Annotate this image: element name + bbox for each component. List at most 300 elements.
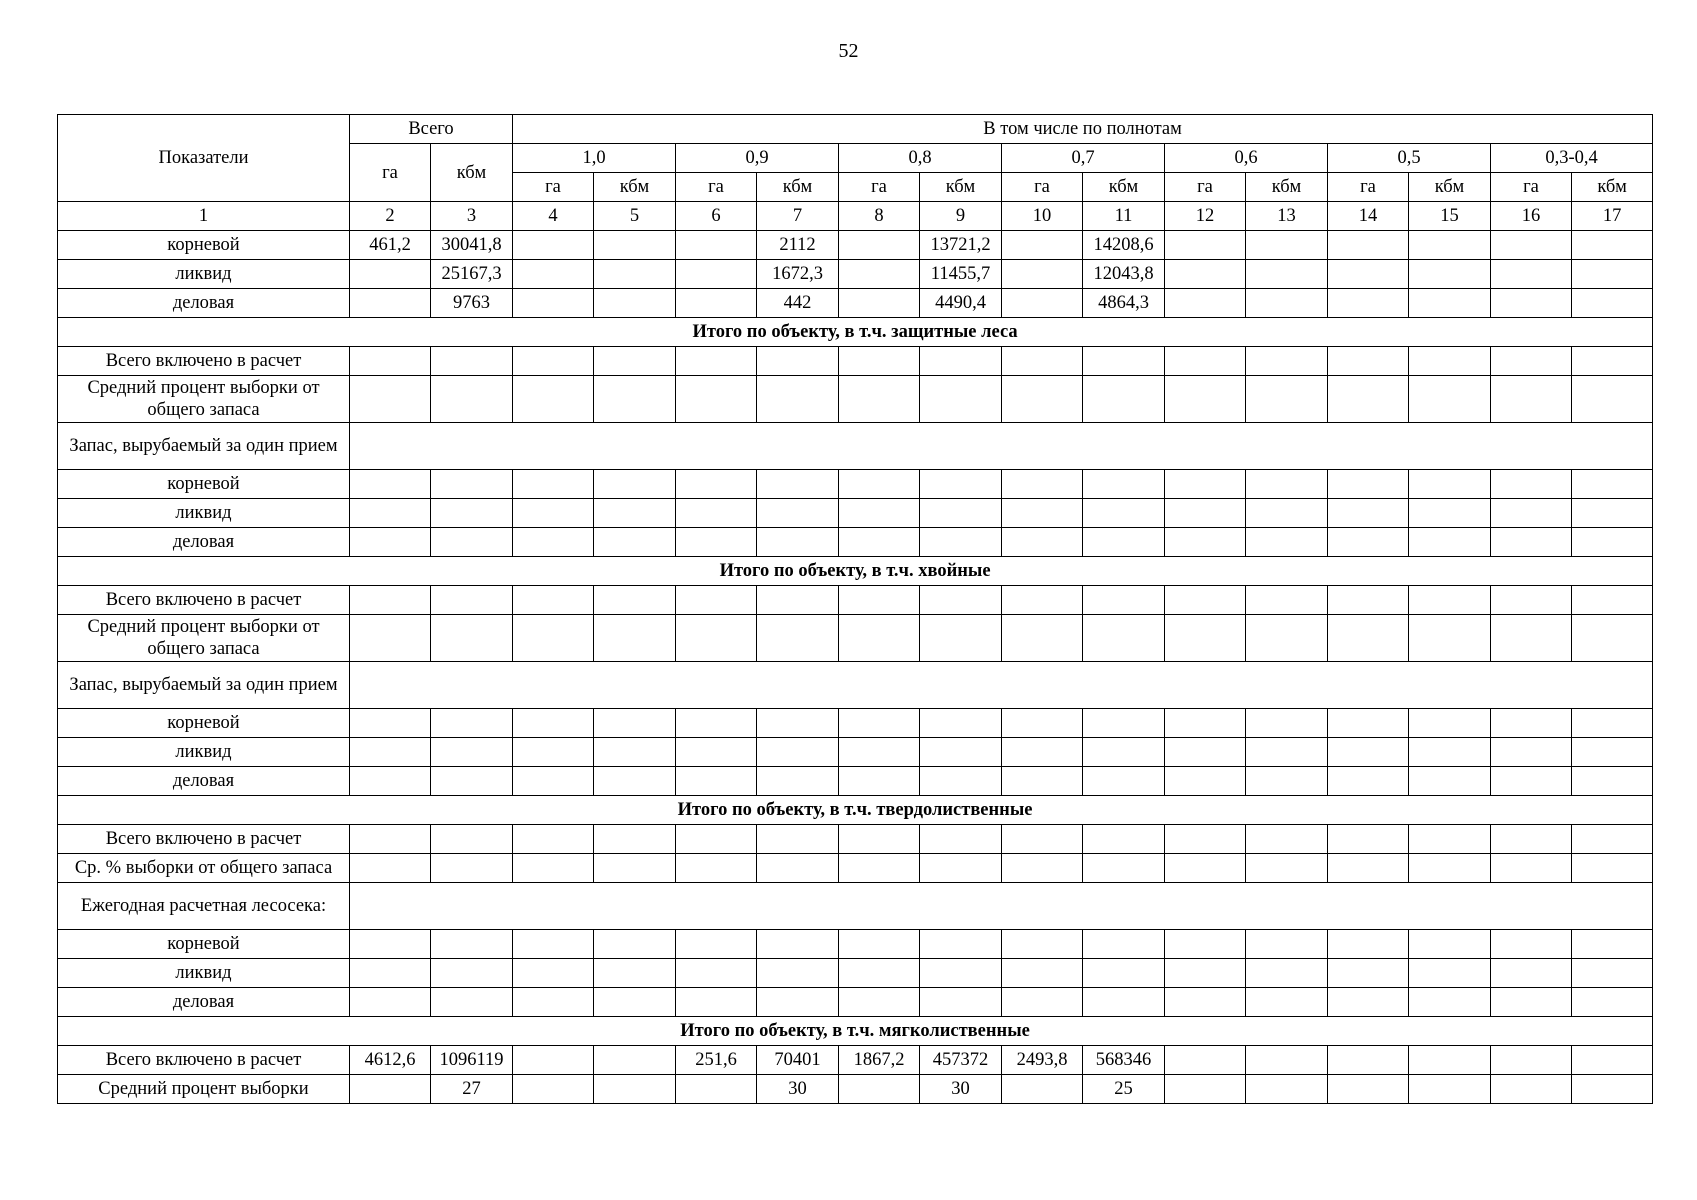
table-cell [594, 586, 676, 615]
row-label: деловая [58, 289, 350, 318]
table-cell [1572, 1046, 1653, 1075]
table-cell [513, 988, 594, 1017]
table-cell [1572, 289, 1653, 318]
table-cell [757, 615, 839, 662]
column-number: 15 [1409, 202, 1491, 231]
column-number: 8 [839, 202, 920, 231]
table-cell [676, 825, 757, 854]
table-cell [350, 586, 431, 615]
table-cell [350, 376, 431, 423]
table-cell [431, 959, 513, 988]
row-label: ликвид [58, 499, 350, 528]
table-cell [431, 988, 513, 1017]
table-row [58, 470, 1653, 499]
table-cell [1409, 825, 1491, 854]
column-number: 11 [1083, 202, 1165, 231]
table-cell [1328, 709, 1409, 738]
table-row [58, 709, 1653, 738]
table-cell: 14208,6 [1083, 231, 1165, 260]
table-row [58, 767, 1653, 796]
table-cell [676, 499, 757, 528]
table-cell [1083, 376, 1165, 423]
table-cell [431, 470, 513, 499]
table-cell [676, 347, 757, 376]
row-label: Ср. % выборки от общего запаса [58, 854, 350, 883]
table-cell [1083, 347, 1165, 376]
table-cell [757, 586, 839, 615]
table-cell [594, 988, 676, 1017]
table-cell [513, 959, 594, 988]
table-cell [350, 854, 431, 883]
table-cell [594, 930, 676, 959]
table-cell [1083, 499, 1165, 528]
table-cell [513, 586, 594, 615]
empty-span-cell [350, 423, 1653, 470]
row-label: Всего включено в расчет [58, 586, 350, 615]
table-cell [1572, 470, 1653, 499]
table-cell [594, 376, 676, 423]
table-cell [431, 930, 513, 959]
table-cell [350, 615, 431, 662]
table-cell [1002, 767, 1083, 796]
table-cell [1002, 854, 1083, 883]
table-cell: 4864,3 [1083, 289, 1165, 318]
table-row [58, 260, 1653, 289]
table-cell [1165, 930, 1246, 959]
row-label: Всего включено в расчет [58, 825, 350, 854]
table-row [58, 423, 1653, 470]
row-label: Средний процент выборки [58, 1075, 350, 1104]
table-cell [1572, 347, 1653, 376]
table-cell [920, 738, 1002, 767]
column-number: 7 [757, 202, 839, 231]
forest-indicators-table [57, 114, 1653, 1104]
header-density: 0,8 [839, 144, 1002, 173]
table-cell [839, 470, 920, 499]
row-label: Всего включено в расчет [58, 347, 350, 376]
table-cell [1572, 959, 1653, 988]
table-cell [1328, 825, 1409, 854]
table-cell [676, 988, 757, 1017]
table-cell [1491, 289, 1572, 318]
table-cell [1491, 930, 1572, 959]
table-cell [1246, 376, 1328, 423]
table-cell [350, 260, 431, 289]
table-row [58, 662, 1653, 709]
unit-kbm: кбм [1246, 173, 1328, 202]
table-cell [513, 376, 594, 423]
table-cell [1083, 470, 1165, 499]
table-cell [1165, 231, 1246, 260]
table-cell [513, 470, 594, 499]
table-cell [513, 738, 594, 767]
table-cell: 11455,7 [920, 260, 1002, 289]
table-cell [1246, 260, 1328, 289]
table-cell [757, 988, 839, 1017]
table-cell [350, 470, 431, 499]
table-row [58, 1075, 1653, 1104]
table-cell: 30 [757, 1075, 839, 1104]
table-cell [350, 959, 431, 988]
table-cell: 568346 [1083, 1046, 1165, 1075]
table-cell [1409, 289, 1491, 318]
table-cell [1165, 347, 1246, 376]
table-cell [431, 854, 513, 883]
row-label: ликвид [58, 738, 350, 767]
table-cell [350, 825, 431, 854]
row-label: Запас, вырубаемый за один прием [58, 423, 350, 470]
table-cell [920, 709, 1002, 738]
table-cell [1328, 528, 1409, 557]
table-cell [1572, 231, 1653, 260]
section-header-row [58, 796, 1653, 825]
header-row-1 [58, 115, 1653, 144]
table-cell [431, 586, 513, 615]
table-cell [1572, 854, 1653, 883]
table-cell: 9763 [431, 289, 513, 318]
row-label: ликвид [58, 959, 350, 988]
table-cell [594, 959, 676, 988]
row-label: деловая [58, 528, 350, 557]
table-cell [1328, 376, 1409, 423]
table-cell: 30041,8 [431, 231, 513, 260]
table-cell [594, 738, 676, 767]
table-cell [757, 767, 839, 796]
table-cell [1328, 959, 1409, 988]
table-cell [839, 586, 920, 615]
row-label: ликвид [58, 260, 350, 289]
table-cell [350, 289, 431, 318]
table-cell [1002, 738, 1083, 767]
table-cell [1572, 586, 1653, 615]
table-cell [1165, 738, 1246, 767]
section-title: Итого по объекту, в т.ч. твердолиственные [58, 796, 1653, 825]
table-cell [1328, 1075, 1409, 1104]
table-cell [350, 1075, 431, 1104]
empty-span-cell [350, 883, 1653, 930]
table-cell [1246, 528, 1328, 557]
table-cell [1002, 231, 1083, 260]
table-cell: 251,6 [676, 1046, 757, 1075]
table-cell [676, 738, 757, 767]
unit-kbm: кбм [1083, 173, 1165, 202]
table-cell [1246, 709, 1328, 738]
table-cell [513, 499, 594, 528]
row-label: Средний процент выборки от общего запаса [58, 615, 350, 662]
row-label: Запас, вырубаемый за один прием [58, 662, 350, 709]
table-cell [757, 470, 839, 499]
table-cell [1165, 376, 1246, 423]
table-cell [350, 347, 431, 376]
table-cell [1165, 615, 1246, 662]
table-cell [1083, 586, 1165, 615]
table-cell [1165, 825, 1246, 854]
table-cell [1409, 499, 1491, 528]
table-cell [594, 347, 676, 376]
header-density: 1,0 [513, 144, 676, 173]
unit-ha: га [1165, 173, 1246, 202]
table-cell [1409, 1075, 1491, 1104]
table-cell [839, 499, 920, 528]
unit-ha: га [1491, 173, 1572, 202]
table-cell [920, 825, 1002, 854]
table-row [58, 528, 1653, 557]
table-cell [1002, 930, 1083, 959]
row-label: Средний процент выборки от общего запаса [58, 376, 350, 423]
table-cell [1246, 825, 1328, 854]
table-cell [431, 528, 513, 557]
table-cell [676, 854, 757, 883]
table-cell [920, 499, 1002, 528]
table-cell [757, 738, 839, 767]
section-header-row [58, 557, 1653, 586]
table-cell [757, 499, 839, 528]
table-cell [920, 854, 1002, 883]
table-cell: 1096119 [431, 1046, 513, 1075]
table-cell [1491, 738, 1572, 767]
table-cell [1246, 988, 1328, 1017]
table-cell [594, 1075, 676, 1104]
table-cell [1491, 767, 1572, 796]
table-cell [594, 528, 676, 557]
row-label: деловая [58, 767, 350, 796]
table-cell [1328, 988, 1409, 1017]
table-cell [1491, 825, 1572, 854]
column-number: 17 [1572, 202, 1653, 231]
column-numbers-row [58, 202, 1653, 231]
table-cell: 25 [1083, 1075, 1165, 1104]
table-cell [1491, 499, 1572, 528]
table-cell [920, 615, 1002, 662]
table-cell [1409, 615, 1491, 662]
table-cell [1409, 767, 1491, 796]
table-cell [1572, 528, 1653, 557]
table-cell [1165, 289, 1246, 318]
table-cell [920, 930, 1002, 959]
table-cell [594, 825, 676, 854]
section-header-row [58, 318, 1653, 347]
section-header-row [58, 1017, 1653, 1046]
table-cell [676, 376, 757, 423]
table-cell [1083, 959, 1165, 988]
table-cell [1246, 231, 1328, 260]
table-cell [431, 767, 513, 796]
table-cell [1083, 615, 1165, 662]
table-cell [1491, 347, 1572, 376]
table-cell [1246, 1075, 1328, 1104]
table-cell [1246, 289, 1328, 318]
table-cell [1246, 586, 1328, 615]
table-cell [1165, 988, 1246, 1017]
table-cell [1491, 1075, 1572, 1104]
table-cell [1572, 988, 1653, 1017]
column-number: 2 [350, 202, 431, 231]
table-cell [1328, 499, 1409, 528]
table-cell [1246, 347, 1328, 376]
table-cell [1491, 709, 1572, 738]
table-row [58, 959, 1653, 988]
table-cell [1246, 1046, 1328, 1075]
table-cell [1165, 959, 1246, 988]
table-cell [350, 528, 431, 557]
table-cell [431, 615, 513, 662]
table-cell [676, 615, 757, 662]
table-cell [676, 959, 757, 988]
table-cell [757, 825, 839, 854]
table-cell [839, 1075, 920, 1104]
table-cell [1246, 738, 1328, 767]
table-cell [1572, 1075, 1653, 1104]
unit-ha: га [513, 173, 594, 202]
header-indicators: Показатели [58, 115, 350, 202]
table-cell [1246, 499, 1328, 528]
table-cell [757, 930, 839, 959]
table-cell [920, 376, 1002, 423]
table-cell [676, 260, 757, 289]
table-cell [594, 470, 676, 499]
table-cell [594, 260, 676, 289]
table-cell [594, 231, 676, 260]
table-cell [350, 930, 431, 959]
table-cell [513, 825, 594, 854]
table-cell [1002, 470, 1083, 499]
table-row [58, 930, 1653, 959]
table-cell [513, 1046, 594, 1075]
column-number: 12 [1165, 202, 1246, 231]
table-row [58, 499, 1653, 528]
table-cell [757, 709, 839, 738]
table-cell [350, 767, 431, 796]
table-cell [513, 709, 594, 738]
table-cell [1409, 470, 1491, 499]
table-row [58, 854, 1653, 883]
table-cell [1409, 988, 1491, 1017]
table-cell [676, 767, 757, 796]
table-cell [1328, 260, 1409, 289]
table-cell [1572, 260, 1653, 289]
table-cell [513, 260, 594, 289]
table-cell [839, 347, 920, 376]
table-cell [1002, 988, 1083, 1017]
table-cell: 12043,8 [1083, 260, 1165, 289]
empty-span-cell [350, 662, 1653, 709]
table-row [58, 738, 1653, 767]
table-cell [920, 959, 1002, 988]
table-cell [1572, 376, 1653, 423]
table-cell [1002, 499, 1083, 528]
table-cell [1002, 1075, 1083, 1104]
table-cell [1002, 528, 1083, 557]
table-cell [839, 930, 920, 959]
row-label: деловая [58, 988, 350, 1017]
header-total: Всего [350, 115, 513, 144]
table-cell [1165, 260, 1246, 289]
table-cell [1002, 709, 1083, 738]
table-cell [1002, 260, 1083, 289]
table-cell: 4612,6 [350, 1046, 431, 1075]
table-cell [757, 959, 839, 988]
table-cell [1083, 825, 1165, 854]
header-density: 0,6 [1165, 144, 1328, 173]
table-cell [1328, 767, 1409, 796]
table-cell [839, 825, 920, 854]
table-cell [839, 854, 920, 883]
table-cell [1002, 347, 1083, 376]
unit-kbm: кбм [920, 173, 1002, 202]
table-cell [1328, 289, 1409, 318]
table-cell [1328, 738, 1409, 767]
table-cell [676, 586, 757, 615]
unit-kbm: кбм [757, 173, 839, 202]
table-cell [757, 854, 839, 883]
table-cell [431, 709, 513, 738]
table-cell [1491, 959, 1572, 988]
table-cell [676, 528, 757, 557]
table-cell [1328, 854, 1409, 883]
column-number: 14 [1328, 202, 1409, 231]
table-cell [757, 347, 839, 376]
table-cell [1328, 1046, 1409, 1075]
table-cell: 2112 [757, 231, 839, 260]
table-cell [513, 854, 594, 883]
table-cell [1491, 376, 1572, 423]
unit-kbm: кбм [1409, 173, 1491, 202]
section-title: Итого по объекту, в т.ч. хвойные [58, 557, 1653, 586]
table-cell [431, 738, 513, 767]
column-number: 1 [58, 202, 350, 231]
table-cell [676, 231, 757, 260]
table-cell [920, 988, 1002, 1017]
header-total-ha: га [350, 144, 431, 202]
page-number: 52 [838, 40, 859, 62]
table-cell [920, 767, 1002, 796]
header-by-density: В том числе по полнотам [513, 115, 1653, 144]
table-cell [513, 767, 594, 796]
row-label: корневой [58, 930, 350, 959]
column-number: 4 [513, 202, 594, 231]
table-cell [1002, 959, 1083, 988]
table-cell [1572, 767, 1653, 796]
table-cell [431, 825, 513, 854]
table-cell [839, 738, 920, 767]
table-cell [1572, 825, 1653, 854]
table-row [58, 615, 1653, 662]
row-label: Всего включено в расчет [58, 1046, 350, 1075]
table-cell [350, 709, 431, 738]
table-cell: 70401 [757, 1046, 839, 1075]
table-cell [1083, 988, 1165, 1017]
table-cell [1002, 586, 1083, 615]
header-density: 0,3-0,4 [1491, 144, 1653, 173]
table-cell [1491, 615, 1572, 662]
row-label: корневой [58, 470, 350, 499]
row-label: корневой [58, 709, 350, 738]
table-cell [1083, 767, 1165, 796]
table-cell [1328, 615, 1409, 662]
table-cell [1409, 930, 1491, 959]
table-cell [757, 528, 839, 557]
table-cell: 30 [920, 1075, 1002, 1104]
table-cell [1165, 709, 1246, 738]
table-cell [1165, 586, 1246, 615]
table-cell [431, 347, 513, 376]
table-cell [1409, 376, 1491, 423]
table-cell [1491, 231, 1572, 260]
unit-ha: га [839, 173, 920, 202]
table-cell [1409, 959, 1491, 988]
table-cell [350, 738, 431, 767]
table-cell: 13721,2 [920, 231, 1002, 260]
